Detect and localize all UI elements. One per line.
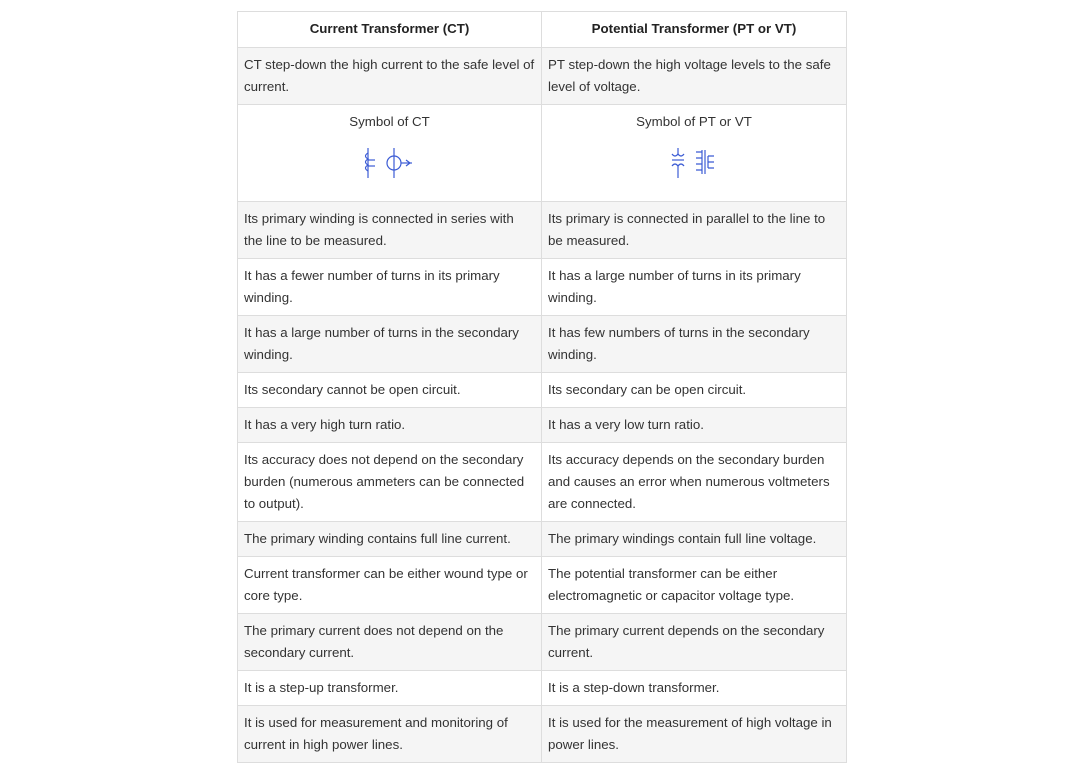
cell-pt: Its secondary can be open circuit. bbox=[542, 373, 847, 408]
header-pt: Potential Transformer (PT or VT) bbox=[542, 12, 847, 48]
cell-pt: PT step-down the high voltage levels to the safe level of voltage. bbox=[542, 48, 847, 105]
pt-symbol-caption: Symbol of PT or VT bbox=[636, 114, 752, 129]
cell-pt: Its accuracy depends on the secondary burden and causes an error when numerous voltmeters are connected. bbox=[542, 443, 847, 522]
ct-symbol-icon bbox=[362, 147, 418, 179]
cell-ct: Its primary winding is connected in series with the line to be measured. bbox=[238, 202, 542, 259]
table-row bbox=[238, 614, 847, 671]
symbol-row bbox=[238, 105, 847, 202]
cell-pt: It has a large number of turns in its primary winding. bbox=[542, 259, 847, 316]
table-row bbox=[238, 706, 847, 763]
cell-pt: The primary windings contain full line voltage. bbox=[542, 522, 847, 557]
cell-ct: Its secondary cannot be open circuit. bbox=[238, 373, 542, 408]
table-row bbox=[238, 48, 847, 105]
cell-pt: The primary current depends on the secondary current. bbox=[542, 614, 847, 671]
comparison-table bbox=[237, 11, 847, 763]
table-row bbox=[238, 443, 847, 522]
table-row bbox=[238, 202, 847, 259]
cell-pt: It is used for the measurement of high voltage in power lines. bbox=[542, 706, 847, 763]
cell-ct: The primary winding contains full line current. bbox=[238, 522, 542, 557]
table-row bbox=[238, 316, 847, 373]
table-row bbox=[238, 557, 847, 614]
pt-symbol-icon bbox=[666, 147, 722, 179]
table-row bbox=[238, 671, 847, 706]
cell-pt: It has few numbers of turns in the secondary winding. bbox=[542, 316, 847, 373]
cell-ct: The primary current does not depend on the secondary current. bbox=[238, 614, 542, 671]
cell-ct: Its accuracy does not depend on the secondary burden (numerous ammeters can be connected to output). bbox=[238, 443, 542, 522]
header-row bbox=[238, 12, 847, 48]
ct-symbol-caption: Symbol of CT bbox=[349, 114, 430, 129]
cell-ct: It is a step-up transformer. bbox=[238, 671, 542, 706]
cell-ct: It has a very high turn ratio. bbox=[238, 408, 542, 443]
cell-pt-symbol bbox=[542, 105, 847, 202]
cell-ct: Current transformer can be either wound type or core type. bbox=[238, 557, 542, 614]
table-row bbox=[238, 408, 847, 443]
cell-ct: CT step-down the high current to the safe level of current. bbox=[238, 48, 542, 105]
cell-ct: It has a fewer number of turns in its primary winding. bbox=[238, 259, 542, 316]
table-row bbox=[238, 259, 847, 316]
cell-pt: It is a step-down transformer. bbox=[542, 671, 847, 706]
table-row bbox=[238, 522, 847, 557]
cell-pt: It has a very low turn ratio. bbox=[542, 408, 847, 443]
cell-pt: The potential transformer can be either electromagnetic or capacitor voltage type. bbox=[542, 557, 847, 614]
cell-ct: It is used for measurement and monitoring of current in high power lines. bbox=[238, 706, 542, 763]
cell-pt: Its primary is connected in parallel to the line to be measured. bbox=[542, 202, 847, 259]
cell-ct: It has a large number of turns in the secondary winding. bbox=[238, 316, 542, 373]
table-row bbox=[238, 373, 847, 408]
cell-ct-symbol bbox=[238, 105, 542, 202]
header-ct: Current Transformer (CT) bbox=[238, 12, 542, 48]
